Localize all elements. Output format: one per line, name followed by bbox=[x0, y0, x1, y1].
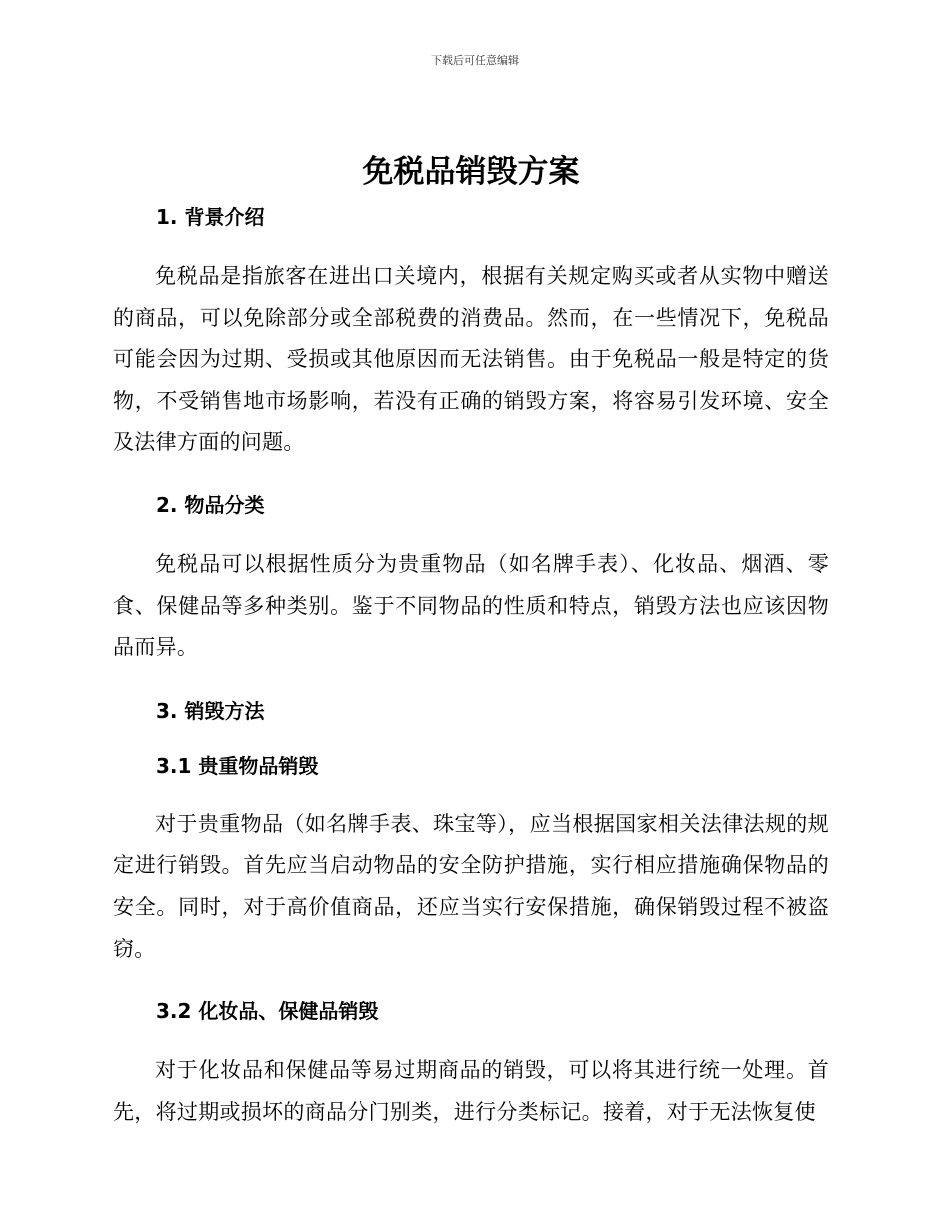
section-heading-valuables: 3.1 贵重物品销毁 bbox=[156, 753, 319, 778]
section-paragraph-classification: 免税品可以根据性质分为贵重物品（如名牌手表）、化妆品、烟酒、零食、保健品等多种类别。鉴于不同物品的性质和特点，销毁方法也应该因物品而异。 bbox=[113, 551, 829, 660]
section-heading-classification: 2. 物品分类 bbox=[156, 492, 265, 517]
document-body bbox=[113, 146, 829, 1133]
document-title: 免税品销毁方案 bbox=[362, 154, 580, 190]
section-heading-background: 1. 背景介绍 bbox=[156, 205, 265, 229]
section-heading-destruction-methods: 3. 销毁方法 bbox=[156, 698, 265, 723]
section-heading-cosmetics: 3.2 化妆品、保健品销毁 bbox=[156, 999, 379, 1024]
section-paragraph-background: 免税品是指旅客在进出口关境内，根据有关规定购买或者从实物中赠送的商品，可以免除部分或全部税费的消费品。然而，在一些情况下，免税品可能会因为过期、受损或其他原因而无法销售。由于免税品一般是特定的货物，不受销售地市场影响，若没有正确的销毁方案，将容易引发环境、安全及法律方面的问题。 bbox=[113, 264, 829, 455]
header-note: 下载后可任意编辑 bbox=[431, 54, 519, 67]
section-paragraph-cosmetics: 对于化妆品和保健品等易过期商品的销毁，可以将其进行统一处理。首先，将过期或损坏的商品分门别类，进行分类标记。接着，对于无法恢复使 bbox=[113, 1058, 829, 1124]
section-paragraph-valuables: 对于贵重物品（如名牌手表、珠宝等），应当根据国家相关法律法规的规定进行销毁。首先应当启动物品的安全防护措施，实行相应措施确保物品的安全。同时，对于高价值商品，还应当实行安保措施，确保销毁过程不被盗窃。 bbox=[113, 811, 829, 961]
